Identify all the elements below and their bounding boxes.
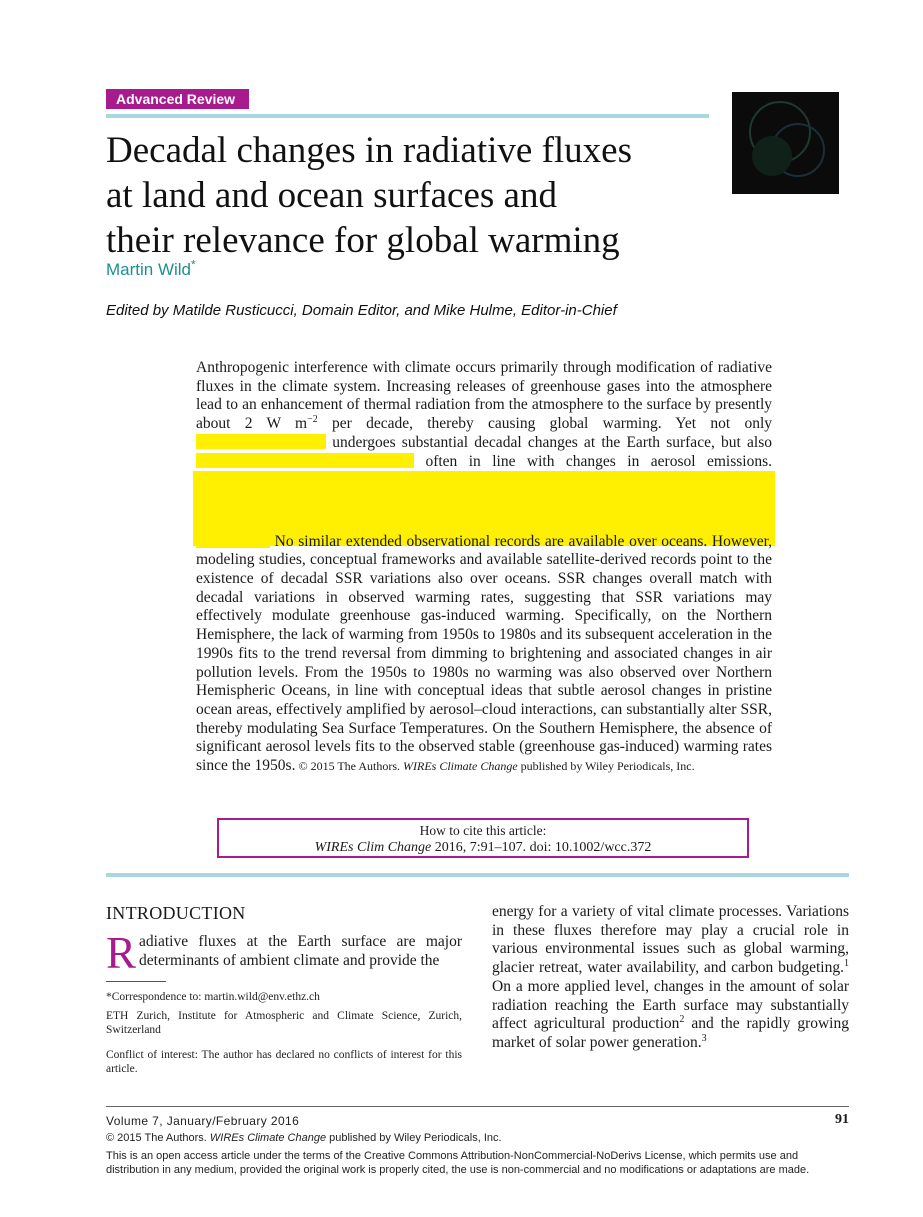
ref-1[interactable]: 1 [844, 957, 849, 969]
article-title [106, 128, 726, 263]
footer-volume: Volume 7, January/February 2016 [106, 1114, 300, 1128]
highlight-5 [196, 533, 270, 548]
drop-cap: R [106, 928, 137, 978]
abstract-copyright-journal: WIREs Climate Change [403, 759, 518, 774]
citation-heading: How to cite this article: [419, 823, 547, 838]
citation-box [217, 818, 749, 858]
footnote-affiliation: ETH Zurich, Institute for Atmospheric and Climate Science, Zurich, Switzerland [106, 1010, 462, 1036]
abstract-p2: per decade, thereby causing global warming. Yet not only [317, 415, 773, 433]
abstract [196, 359, 772, 776]
title-line-3: their relevance for global warming [106, 220, 620, 261]
intro-paragraph [106, 928, 462, 978]
author-name-text: Martin Wild [106, 260, 192, 279]
abstract-copyright-tail: published by Wiley Periodicals, Inc. [517, 759, 695, 774]
section-heading-introduction: INTRODUCTION [106, 903, 246, 923]
article-type-tag: Advanced Review [106, 89, 249, 109]
citation-ref[interactable] [219, 839, 747, 856]
header-rule [106, 114, 709, 118]
intro-paragraph-col2 [492, 903, 849, 1053]
highlight-1 [196, 434, 326, 449]
abstract-sup: −2 [307, 413, 318, 425]
author-mark: * [191, 257, 196, 272]
footer-copyright-pre: © 2015 The Authors. [106, 1132, 210, 1144]
highlight-4 [196, 490, 772, 527]
edited-by: Edited by Matilde Rusticucci, Domain Editor, and Mike Hulme, Editor-in-Chief [106, 302, 617, 319]
abstract-copyright: © 2015 The Authors. [295, 759, 404, 774]
abstract-p5: No similar extended observational records are available over oceans. However, modeling studies, conceptual frameworks and available satellite-derived records point to the existence of decadal SSR variations also over oceans. SSR changes overall match with decadal variations in observed warming rates, suggesting that SSR variations may effectively modulate greenhouse gas-induced warming. Specifically, on the Northern Hemisphere, the lack of warming from 1950s to 1980s and its subsequent acceleration in the 1990s fits to the trend reversal from dimming to brightening and associated changes in air pollution levels. From the 1950s to 1980s no warming was also observed over Northern Hemispheric Oceans, in line with conceptual ideas that subtle aerosol changes in pristine ocean areas, effectively amplified by aerosol–cloud interactions, can substantially alter SSR, thereby modulating Sea Surface Temperatures. On the Southern Hemisphere, the absence of significant aerosol levels fits to the observed stable (greenhouse gas-induced) warming rates since the 1950s. [196, 532, 772, 775]
section-rule [106, 873, 849, 877]
citation-details: 2016, 7:91–107. doi: 10.1002/wcc.372 [431, 840, 652, 855]
title-line-1: Decadal changes in radiative fluxes [106, 130, 632, 171]
intro-text: adiative fluxes at the Earth surface are major determinants of ambient climate and provide the [139, 933, 462, 969]
author-name[interactable] [106, 257, 196, 280]
abstract-p3: undergoes substantial decadal changes at the Earth surface, but also [326, 433, 772, 451]
footer-copyright [106, 1132, 502, 1144]
highlight-3 [196, 471, 486, 486]
abstract-p4: often in line with changes in aerosol emissions. [414, 452, 772, 470]
title-line-2: at land and ocean surfaces and [106, 175, 557, 216]
footnote-rule [106, 981, 166, 982]
col2-text-a: energy for a variety of vital climate processes. Variations in these fluxes therefore may play a crucial role in various environmental issues such as global warming, glacier retreat, water availability, and carbon budgeting. [492, 903, 849, 977]
footnote-conflict: Conflict of interest: The author has declared no conflicts of interest for this article. [106, 1049, 462, 1075]
abstract-p1: Anthropogenic interference with climate occurs primarily through modification of radiative fluxes in the climate system. Increasing releases of greenhouse gases into the atmosphere lead to an enhancement of thermal radiation from the atmosphere to the surface by presently about 2 W m [196, 359, 772, 433]
journal-cover-image [732, 92, 839, 194]
col2-text-c: and the rapidly growing market of solar power generation. [492, 1015, 849, 1051]
footer-license: This is an open access article under the terms of the Creative Commons Attribution-NonCommercial-NoDerivs License, which permits use and distribution in any medium, provided the original work is properly cited, the use is non-commercial and no modifications or adaptations are made. [106, 1150, 810, 1176]
ref-2[interactable]: 2 [679, 1014, 685, 1026]
page-number: 91 [835, 1112, 849, 1127]
ref-3[interactable]: 3 [701, 1032, 707, 1044]
footer-copyright-post: published by Wiley Periodicals, Inc. [326, 1132, 502, 1144]
col2-text-b: On a more applied level, changes in the amount of solar radiation reaching the Earth surface may substantially affect agricultural production [492, 977, 849, 1033]
footnote-correspondence[interactable]: *Correspondence to: martin.wild@env.ethz.ch [106, 991, 320, 1003]
highlight-2 [196, 453, 414, 468]
footer-copyright-journal: WIREs Climate Change [209, 1132, 327, 1144]
footer-rule [106, 1106, 849, 1107]
citation-journal: WIREs Clim Change [314, 840, 432, 855]
